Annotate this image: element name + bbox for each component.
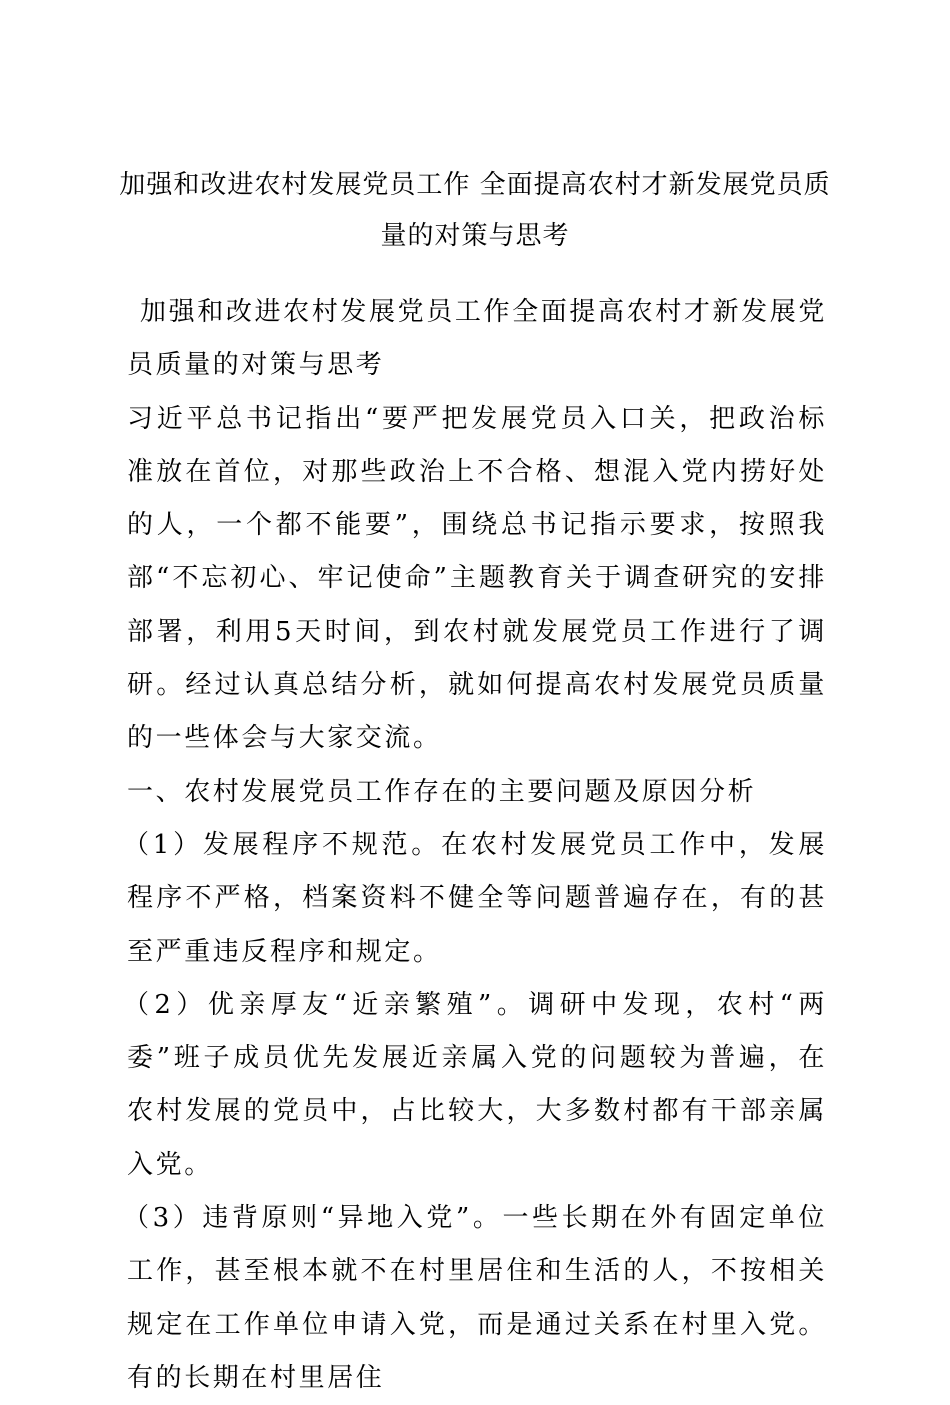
document-title: 加强和改进农村发展党员工作 全面提高农村才新发展党员质量的对策与思考: [119, 170, 831, 251]
document-subtitle: 加强和改进农村发展党员工作全面提高农村才新发展党员质量的对策与思考: [127, 297, 827, 381]
intro-paragraph: 习近平总书记指出“要严把发展党员入口关，把政治标准放在首位，对那些政治上不合格、想混入党内捞好处的人，一个都不能要”，围绕总书记指示要求，按照我部“不忘初心、牢记使命”主题教育关于调查研究的安排部署，利用5天时间，到农村就发展党员工作进行了调研。经过认真总结分析，就如何提高农村发展党员质量的一些体会与大家交流。: [127, 403, 827, 754]
document-body: [123, 286, 827, 1405]
issue-item-2: （2）优亲厚友“近亲繁殖”。调研中发现，农村“两委”班子成员优先发展近亲属入党的问题较为普遍，在农村发展的党员中，占比较大，大多数村都有干部亲属入党。: [123, 989, 827, 1180]
issue-item-3: （3）违背原则“异地入党”。一些长期在外有固定单位工作，甚至根本就不在村里居住和生活的人，不按相关规定在工作单位申请入党，而是通过关系在村里入党。有的长期在村里居住: [123, 1203, 827, 1393]
section-heading: 一、农村发展党员工作存在的主要问题及原因分析: [127, 776, 757, 807]
issue-item-1: （1）发展程序不规范。在农村发展党员工作中，发展程序不严格，档案资料不健全等问题普遍存在，有的甚至严重违反程序和规定。: [123, 829, 827, 967]
